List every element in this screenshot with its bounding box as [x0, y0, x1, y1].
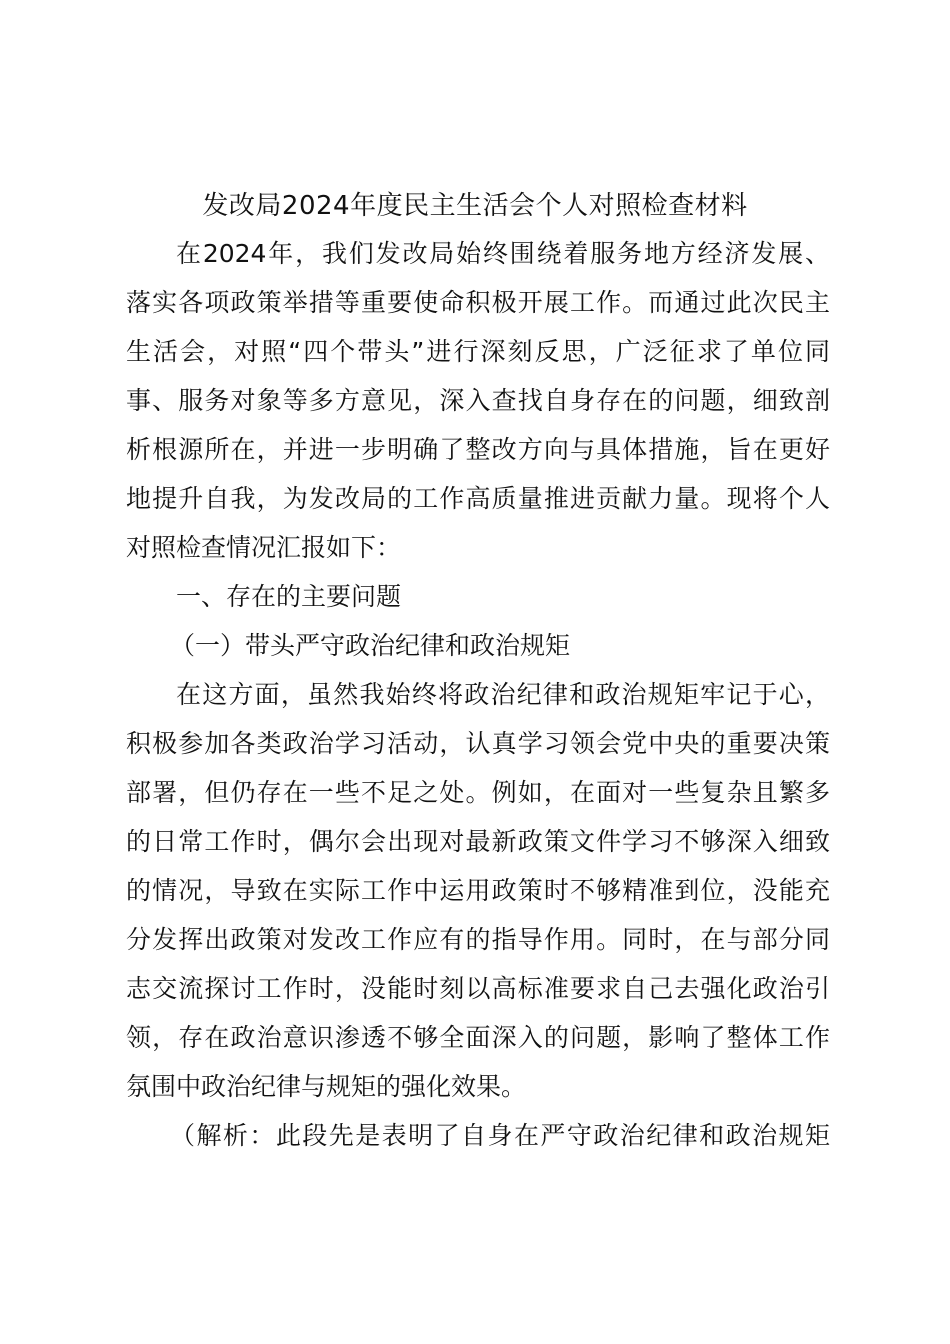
paragraph-line: 地提升自我，为发改局的工作高质量推进贡献力量。现将个人	[126, 484, 830, 513]
document-title: 发改局2024年度民主生活会个人对照检查材料	[202, 191, 748, 221]
paragraph-line: 部署，但仍存在一些不足之处。例如，在面对一些复杂且繁多	[126, 778, 830, 807]
paragraph-line: 氛围中政治纪律与规矩的强化效果。	[126, 1072, 527, 1101]
paragraph-line: 在这方面，虽然我始终将政治纪律和政治规矩牢记于心，	[176, 680, 830, 709]
paragraph-line: 分发挥出政策对发改工作应有的指导作用。同时，在与部分同	[126, 925, 830, 954]
analysis-line: （解析：此段先是表明了自身在严守政治纪律和政治规矩	[170, 1121, 830, 1150]
paragraph-line: 事、服务对象等多方意见，深入查找自身存在的问题，细致剖	[126, 386, 830, 415]
paragraph-line: 落实各项政策举措等重要使命积极开展工作。而通过此次民主	[126, 288, 830, 317]
paragraph-line: 领，存在政治意识渗透不够全面深入的问题，影响了整体工作	[126, 1023, 830, 1052]
section-heading: 一、存在的主要问题	[176, 582, 402, 611]
subsection-heading: （一）带头严守政治纪律和政治规矩	[170, 631, 571, 660]
paragraph-line: 积极参加各类政治学习活动，认真学习领会党中央的重要决策	[126, 729, 830, 758]
paragraph-line: 析根源所在，并进一步明确了整改方向与具体措施，旨在更好	[126, 435, 830, 464]
paragraph-line: 志交流探讨工作时，没能时刻以高标准要求自己去强化政治引	[126, 974, 830, 1003]
paragraph-line: 生活会，对照“四个带头”进行深刻反思，广泛征求了单位同	[126, 337, 830, 366]
paragraph-line: 的情况，导致在实际工作中运用政策时不够精准到位，没能充	[126, 876, 830, 905]
paragraph-line: 对照检查情况汇报如下：	[126, 533, 402, 562]
paragraph-line: 的日常工作时，偶尔会出现对最新政策文件学习不够深入细致	[126, 827, 830, 856]
paragraph-line: 在2024年，我们发改局始终围绕着服务地方经济发展、	[176, 239, 830, 268]
